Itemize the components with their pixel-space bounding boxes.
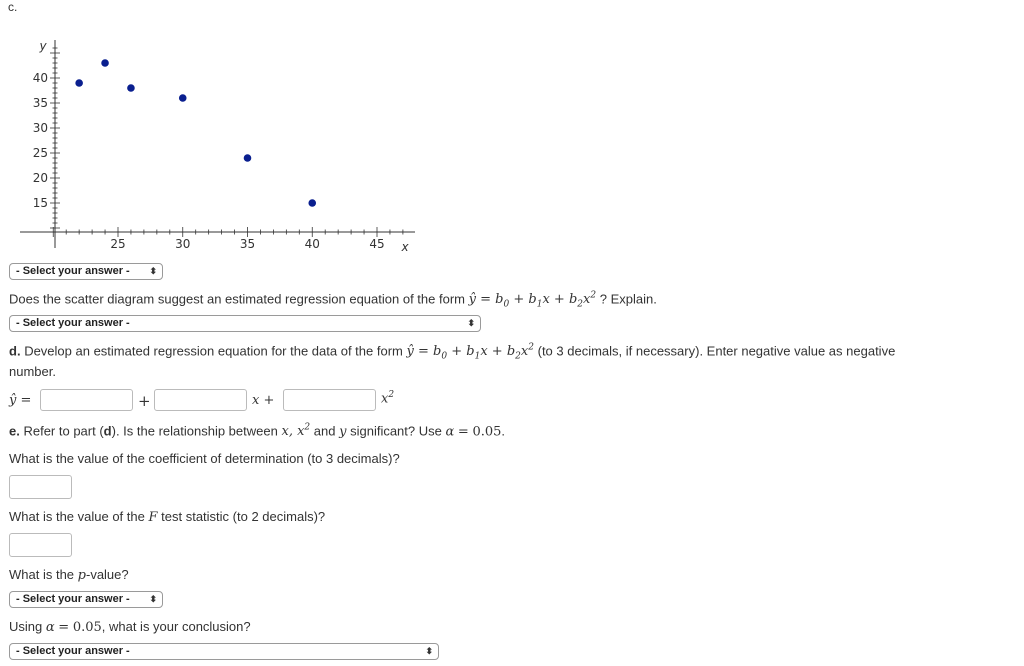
select-p-value[interactable]	[9, 591, 163, 608]
question-p	[9, 567, 129, 583]
data-point	[127, 84, 135, 92]
select-conclusion-label: - Select your answer -	[16, 645, 130, 657]
data-point	[101, 59, 109, 67]
x-squared-label: $x^2$	[381, 390, 395, 407]
part-d-question	[9, 343, 895, 362]
equation-form-d: ŷ = $b_0 + b_1x + b_2x^2$	[406, 343, 534, 362]
data-point	[244, 154, 252, 162]
y-tick-label: 25	[32, 146, 48, 160]
part-e-text-c: and	[313, 423, 336, 439]
f-input[interactable]	[9, 533, 72, 557]
y-tick-label: 20	[32, 171, 48, 185]
question-c	[9, 291, 657, 310]
part-e-text-a: Refer to part (	[23, 423, 104, 439]
select-conclusion[interactable]	[9, 643, 439, 660]
part-e-text-d: significant? Use	[350, 423, 442, 439]
select-caret-icon: ⬍	[149, 266, 157, 276]
alpha-value: 0.05	[472, 424, 502, 440]
r2-input[interactable]	[9, 475, 72, 499]
var-y: y	[339, 424, 347, 440]
part-d-suffix: (to 3 decimals, if necessary). Enter negative value as negative	[537, 343, 896, 359]
part-d-letter: d.	[9, 343, 21, 359]
b2-input[interactable]	[283, 389, 376, 411]
data-point	[308, 199, 316, 207]
y-axis-label: y	[39, 39, 47, 53]
vars-x-x2: x, $x^2$	[281, 423, 311, 440]
question-p-a: What is the	[9, 567, 75, 582]
question-r2: What is the value of the coefficient of determination (to 3 decimals)?	[9, 451, 400, 466]
question-f-a: What is the value of the	[9, 509, 145, 524]
select-p-value-label: - Select your answer -	[16, 593, 130, 605]
x-tick-label: 30	[175, 237, 191, 251]
question-conclusion-a: Using	[9, 619, 43, 634]
x-tick-label: 40	[304, 237, 320, 251]
data-point	[75, 79, 83, 87]
part-e-question: e. Refer to part (d). Is the relationship between x, $x^2$ and y significant? Use α = 0.05.	[9, 423, 506, 440]
plus-sign-1: +	[138, 392, 151, 410]
select-answer-c-explain[interactable]	[9, 315, 481, 332]
part-e-text-b: ). Is the relationship between	[111, 423, 278, 439]
alpha-symbol: α	[445, 424, 455, 440]
alpha-value-2: 0.05	[72, 620, 102, 635]
y-tick-label: 35	[32, 96, 48, 110]
question-c-suffix: ? Explain.	[599, 291, 657, 307]
alpha-symbol-2: α	[45, 620, 55, 635]
select-answer-c[interactable]	[9, 263, 163, 280]
data-point	[179, 94, 187, 102]
y-tick-label: 40	[32, 71, 48, 85]
b0-input[interactable]	[40, 389, 133, 411]
part-d-text: Develop an estimated regression equation for the data of the form	[24, 343, 403, 359]
question-p-b: -value?	[85, 567, 129, 582]
part-d-line2: number.	[9, 364, 56, 379]
y-hat-equals: ŷ =	[9, 393, 32, 408]
equation-form-c: ŷ = $b_0 + b_1x + b_2x^2$	[468, 291, 597, 310]
question-f-b: test statistic (to 2 decimals)?	[161, 509, 326, 524]
question-conclusion-b: , what is your conclusion?	[101, 619, 251, 634]
x-tick-label: 25	[110, 237, 126, 251]
x-axis-label: x	[401, 240, 409, 254]
part-e-letter: e.	[9, 423, 20, 439]
part-c-label: c.	[8, 0, 18, 14]
question-conclusion: Using α = 0.05, what is your conclusion?	[9, 619, 251, 635]
scatter-plot	[0, 30, 430, 260]
select-caret-icon: ⬍	[467, 318, 475, 328]
select-answer-c-explain-label: - Select your answer -	[16, 317, 130, 329]
question-c-text: Does the scatter diagram suggest an estimated regression equation of the form	[9, 291, 465, 307]
x-tick-label: 45	[369, 237, 385, 251]
p-symbol: p	[77, 568, 86, 583]
select-caret-icon: ⬍	[425, 646, 433, 656]
x-tick-label: 35	[239, 237, 256, 251]
b1-input[interactable]	[154, 389, 247, 411]
f-symbol: F	[148, 510, 158, 525]
select-answer-c-label: - Select your answer -	[16, 265, 130, 277]
y-tick-label: 30	[32, 121, 48, 135]
part-e-bold-d: d	[103, 423, 112, 439]
y-tick-label: 15	[32, 196, 48, 210]
x-plus-label: x +	[252, 393, 275, 408]
select-caret-icon: ⬍	[149, 594, 157, 604]
question-f	[9, 509, 325, 525]
